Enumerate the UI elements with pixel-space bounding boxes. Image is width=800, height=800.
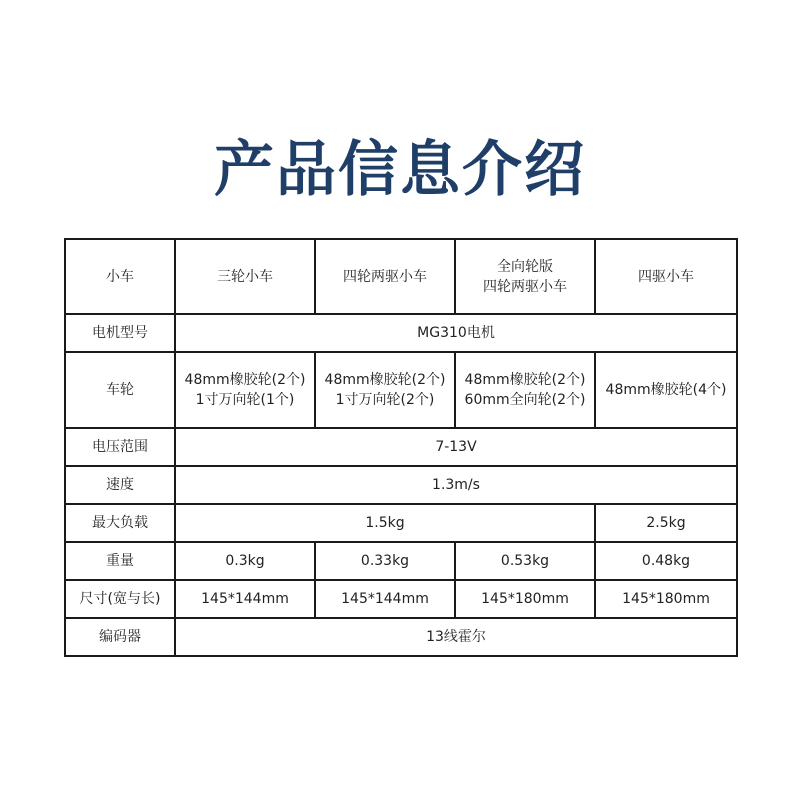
row-label-car: 小车 [65, 239, 175, 314]
table-row-motor [65, 314, 737, 352]
row-label-wheel: 车轮 [65, 352, 175, 428]
row-label-encoder: 编码器 [65, 618, 175, 656]
table-row-load [65, 504, 737, 542]
row-label-load: 最大负载 [65, 504, 175, 542]
size-cell: 145*180mm [595, 580, 737, 618]
header-cell-four-wheel-2wd [315, 239, 455, 314]
wheel-cell-four-wheel-2wd [315, 352, 455, 428]
size-cell: 145*180mm [455, 580, 595, 618]
wheel-cell-three-wheel [175, 352, 315, 428]
row-label-voltage: 电压范围 [65, 428, 175, 466]
header-cell-4wd [595, 239, 737, 314]
load-value-4wd: 2.5kg [595, 504, 737, 542]
wheel-cell-4wd [595, 352, 737, 428]
cell-line: 1寸万向轮(2个) [335, 392, 435, 408]
cell-line: 60mm全向轮(2个) [464, 392, 586, 408]
table-row-voltage [65, 428, 737, 466]
cell-line: 四轮两驱小车 [483, 278, 567, 295]
weight-cell: 0.33kg [315, 542, 455, 580]
wheel-cell-omni [455, 352, 595, 428]
spec-table [64, 238, 738, 657]
row-label-weight: 重量 [65, 542, 175, 580]
cell-line: 四驱小车 [638, 268, 694, 285]
voltage-value: 7-13V [175, 428, 737, 466]
weight-cell: 0.53kg [455, 542, 595, 580]
weight-cell: 0.48kg [595, 542, 737, 580]
cell-line: 48mm橡胶轮(2个) [464, 372, 586, 388]
page-title: 产品信息介绍 [214, 135, 586, 205]
cell-line: 全向轮版 [497, 258, 553, 275]
row-label-size: 尺寸(宽与长) [65, 580, 175, 618]
cell-line: 48mm橡胶轮(2个) [184, 372, 306, 388]
header-cell-three-wheel [175, 239, 315, 314]
table-row-wheel [65, 352, 737, 428]
speed-value: 1.3m/s [175, 466, 737, 504]
table-row-encoder [65, 618, 737, 656]
encoder-value: 13线霍尔 [175, 618, 737, 656]
table-row-size [65, 580, 737, 618]
cell-line: 48mm橡胶轮(4个) [605, 382, 727, 398]
size-cell: 145*144mm [315, 580, 455, 618]
weight-cell: 0.3kg [175, 542, 315, 580]
table-row-weight [65, 542, 737, 580]
cell-line: 四轮两驱小车 [343, 268, 427, 285]
cell-line: 三轮小车 [217, 268, 273, 285]
table-row-speed [65, 466, 737, 504]
row-label-speed: 速度 [65, 466, 175, 504]
load-value-2wd: 1.5kg [175, 504, 595, 542]
cell-line: 1寸万向轮(1个) [195, 392, 295, 408]
size-cell: 145*144mm [175, 580, 315, 618]
cell-line: 48mm橡胶轮(2个) [324, 372, 446, 388]
motor-value: MG310电机 [175, 314, 737, 352]
row-label-motor: 电机型号 [65, 314, 175, 352]
header-cell-omni-4wheel-2wd [455, 239, 595, 314]
table-row-header [65, 239, 737, 314]
